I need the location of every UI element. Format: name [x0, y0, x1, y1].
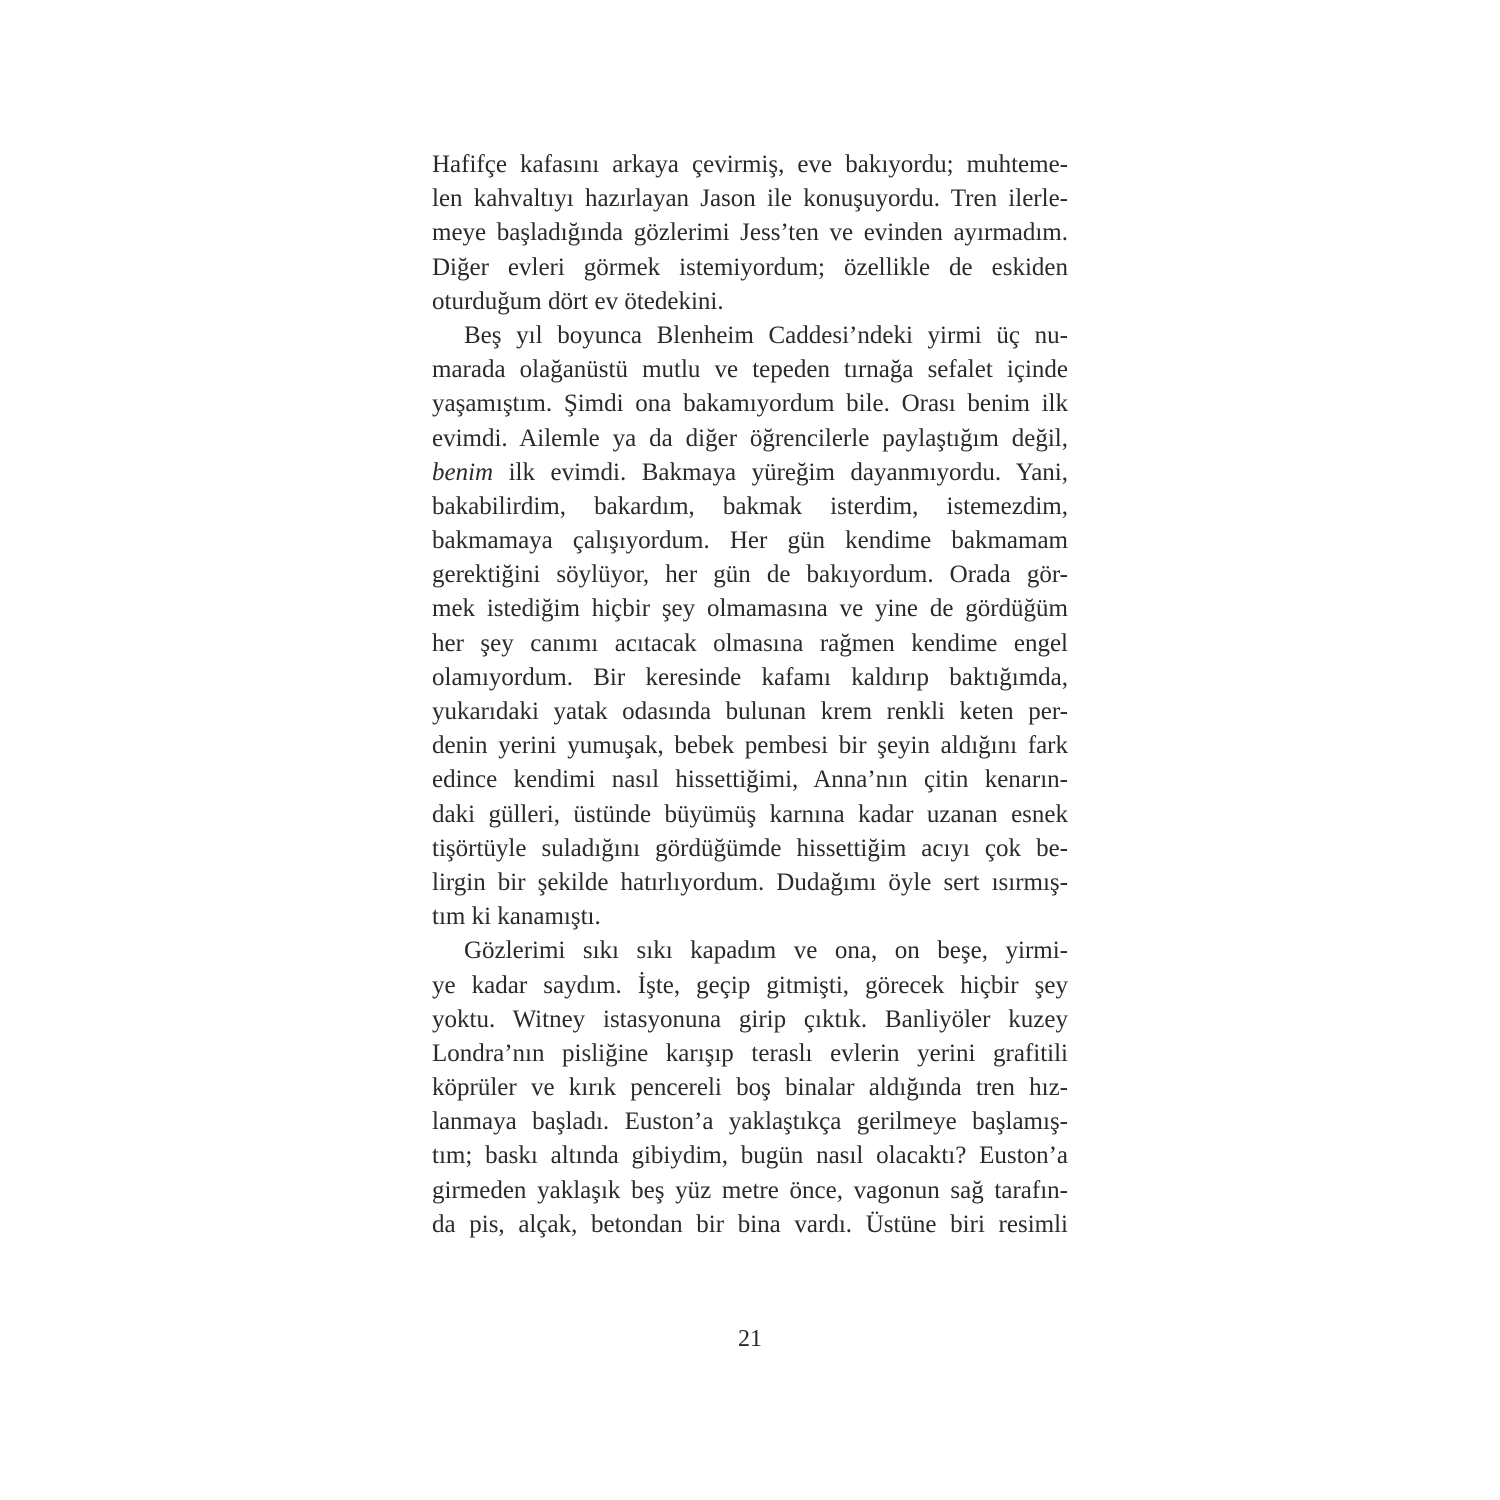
text-line: Hafifçe kafasını arkaya çevirmiş, eve bakıyordu; muhteme- — [432, 151, 1068, 178]
text-line: yukarıdaki yatak odasında bulunan krem renkli keten per- — [432, 698, 1068, 725]
text-line — [432, 456, 1068, 490]
text-line: ye kadar saydım. İşte, geçip gitmişti, görecek hiçbir şey — [432, 971, 1068, 999]
text-segment: ilk evimdi. Bakmaya yüreğim dayanmıyordu. Yani, — [493, 458, 1068, 486]
text-line: köprüler ve kırık pencereli boş binalar aldığında tren hız- — [432, 1074, 1068, 1102]
text-line: tım; baskı altında gibiydim, bugün nasıl olacaktı? Euston’a — [432, 1142, 1068, 1170]
text-line: Gözlerimi sıkı sıkı kapadım ve ona, on beşe, yirmi- — [464, 937, 1068, 965]
text-line: tişörtüyle suladığını gördüğümde hissettiğim acıyı çok be- — [432, 834, 1068, 862]
text-line: lirgin bir şekilde hatırlıyordum. Dudağımı öyle sert ısırmış- — [432, 868, 1068, 896]
text-line: girmeden yaklaşık beş yüz metre önce, vagonun sağ tarafın- — [432, 1176, 1068, 1204]
text-line: her şey canımı acıtacak olmasına rağmen kendime engel — [432, 629, 1068, 657]
text-line: bakabilirdim, bakardım, bakmak isterdim, istemezdim, — [432, 492, 1068, 520]
text-line: da pis, alçak, betondan bir bina vardı. Üstüne biri resimli — [432, 1210, 1068, 1238]
text-line: olamıyordum. Bir keresinde kafamı kaldırıp baktığımda, — [432, 663, 1068, 691]
page-number: 21 — [738, 1326, 762, 1352]
text-line: lanmaya başladı. Euston’a yaklaştıkça gerilmeye başlamış- — [432, 1108, 1068, 1136]
text-line: Beş yıl boyunca Blenheim Caddesi’ndeki yirmi üç nu- — [464, 321, 1068, 349]
text-line: evimdi. Ailemle ya da diğer öğrencilerle paylaştığım değil, — [432, 424, 1068, 452]
text-line: daki gülleri, üstünde büyümüş karnına kadar uzanan esnek — [432, 800, 1068, 828]
text-line: yoktu. Witney istasyonuna girip çıktık. Banliyöler kuzey — [432, 1005, 1068, 1033]
body-text — [432, 148, 1068, 1242]
text-line: edince kendimi nasıl hissettiğimi, Anna’nın çitin kenarın- — [432, 766, 1068, 794]
text-line: bakmamaya çalışıyordum. Her gün kendime bakmamam — [432, 527, 1068, 555]
text-line: len kahvaltıyı hazırlayan Jason ile konuşuyordu. Tren ilerle- — [432, 185, 1068, 213]
text-line: oturduğum dört ev ötedekini. — [432, 287, 724, 315]
text-line: yaşamıştım. Şimdi ona bakamıyordum bile. Orası benim ilk — [432, 390, 1068, 418]
text-line: denin yerini yumuşak, bebek pembesi bir şeyin aldığını fark — [432, 732, 1068, 760]
text-line: Diğer evleri görmek istemiyordum; özellikle de eskiden — [432, 253, 1068, 281]
text-line: mek istediğim hiçbir şey olmamasına ve yine de gördüğüm — [432, 595, 1068, 623]
text-line: marada olağanüstü mutlu ve tepeden tırnağa sefalet içinde — [432, 356, 1068, 384]
text-line: meye başladığında gözlerimi Jess’ten ve evinden ayırmadım. — [432, 219, 1068, 247]
text-line: Londra’nın pisliğine karışıp teraslı evlerin yerini grafitili — [432, 1039, 1068, 1067]
italic-word: benim — [432, 458, 494, 486]
text-line: tım ki kanamıştı. — [432, 903, 601, 931]
text-line: gerektiğini söylüyor, her gün de bakıyordum. Orada gör- — [432, 561, 1068, 589]
